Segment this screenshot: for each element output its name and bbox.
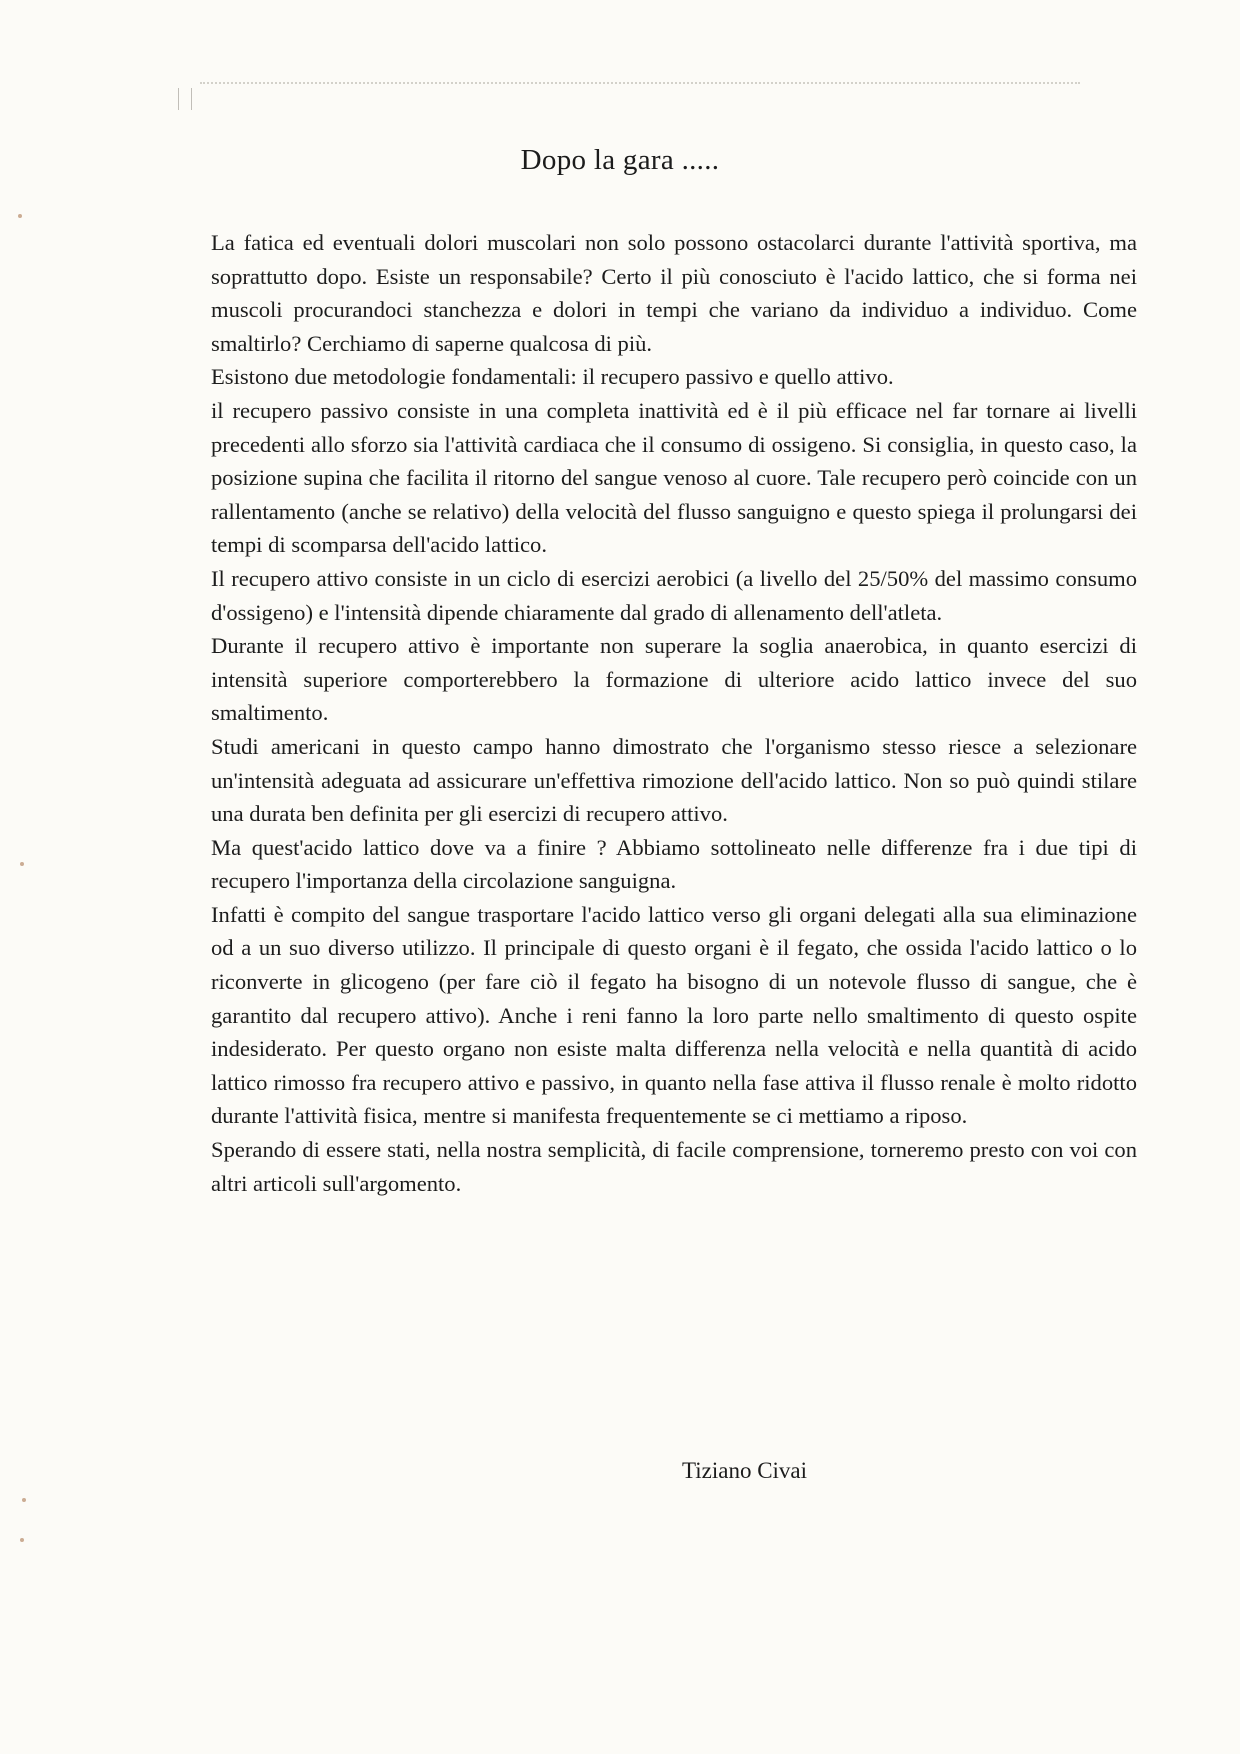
page-title: Dopo la gara ..... <box>520 144 720 176</box>
margin-speck <box>18 214 22 218</box>
show-through-rule <box>200 82 1080 84</box>
paragraph: Infatti è compito del sangue trasportare l'acido lattico verso gli organi delegati alla sua eliminazione od a un suo diverso utilizzo. Il principale di questo organi è il fegato, che ossida l'acido lattico o lo riconverte in glicogeno (per fare ciò il fegato ha bisogno di un notevole flusso di sangue, che è garantito dal recupero attivo). Anche i reni fanno la loro parte nello smaltimento di questo ospite indesiderato. Per questo organo non esiste malta differenza nella velocità e nella quantità di acido lattico rimosso fra recupero attivo e passivo, in quanto nella fase attiva il flusso renale è molto ridotto durante l'attività fisica, mentre si manifesta frequentemente se ci mettiamo a riposo. <box>211 901 1137 1129</box>
paragraph: Studi americani in questo campo hanno dimostrato che l'organismo stesso riesce a selezionare un'intensità adeguata ad assicurare un'effettiva rimozione dell'acido lattico. Non so può quindi stilare una durata ben definita per gli esercizi di recupero attivo. <box>211 733 1137 827</box>
corner-mark <box>178 88 192 110</box>
author-signature: Tiziano Civai <box>682 1458 808 1483</box>
paragraph: Esistono due metodologie fondamentali: il recupero passivo e quello attivo. <box>211 364 894 390</box>
margin-speck <box>20 1538 24 1542</box>
paragraph: Ma quest'acido lattico dove va a finire ? Abbiamo sottolineato nelle differenze fra i due tipi di recupero l'importanza della circolazione sanguigna. <box>211 834 1137 894</box>
paragraph: Sperando di essere stati, nella nostra semplicità, di facile comprensione, torneremo presto con voi con altri articoli sull'argomento. <box>211 1137 1137 1196</box>
paragraph: il recupero passivo consiste in una completa inattività ed è il più efficace nel far tornare ai livelli precedenti allo sforzo sia l'attività cardiaca che il consumo di ossigeno. Si consiglia, in questo caso, la posizione supina che facilita il ritorno del sangue venoso al cuore. Tale recupero però coincide con un rallentamento (anche se relativo) della velocità del flusso sanguigno e questo spiega il prolungarsi dei tempi di scomparsa dell'acido lattico. <box>211 397 1137 558</box>
paragraph: Durante il recupero attivo è importante non superare la soglia anaerobica, in quanto esercizi di intensità superiore comporterebbero la formazione di ulteriore acido lattico invece del suo smaltimento. <box>211 633 1137 726</box>
paragraph: Il recupero attivo consiste in un ciclo di esercizi aerobici (a livello del 25/50% del massimo consumo d'ossigeno) e l'intensità dipende chiaramente dal grado di allenamento dell'atleta. <box>211 565 1137 625</box>
margin-speck <box>22 1498 26 1502</box>
margin-speck <box>20 862 24 866</box>
paragraph: La fatica ed eventuali dolori muscolari non solo possono ostacolarci durante l'attività sportiva, ma soprattutto dopo. Esiste un responsabile? Certo il più conosciuto è l'acido lattico, che si forma nei muscoli procurandoci stanchezza e dolori in tempi che variano da individuo a individuo. Come smaltirlo? Cerchiamo di saperne qualcosa di più. <box>211 230 1137 356</box>
article-body <box>211 226 1137 1200</box>
